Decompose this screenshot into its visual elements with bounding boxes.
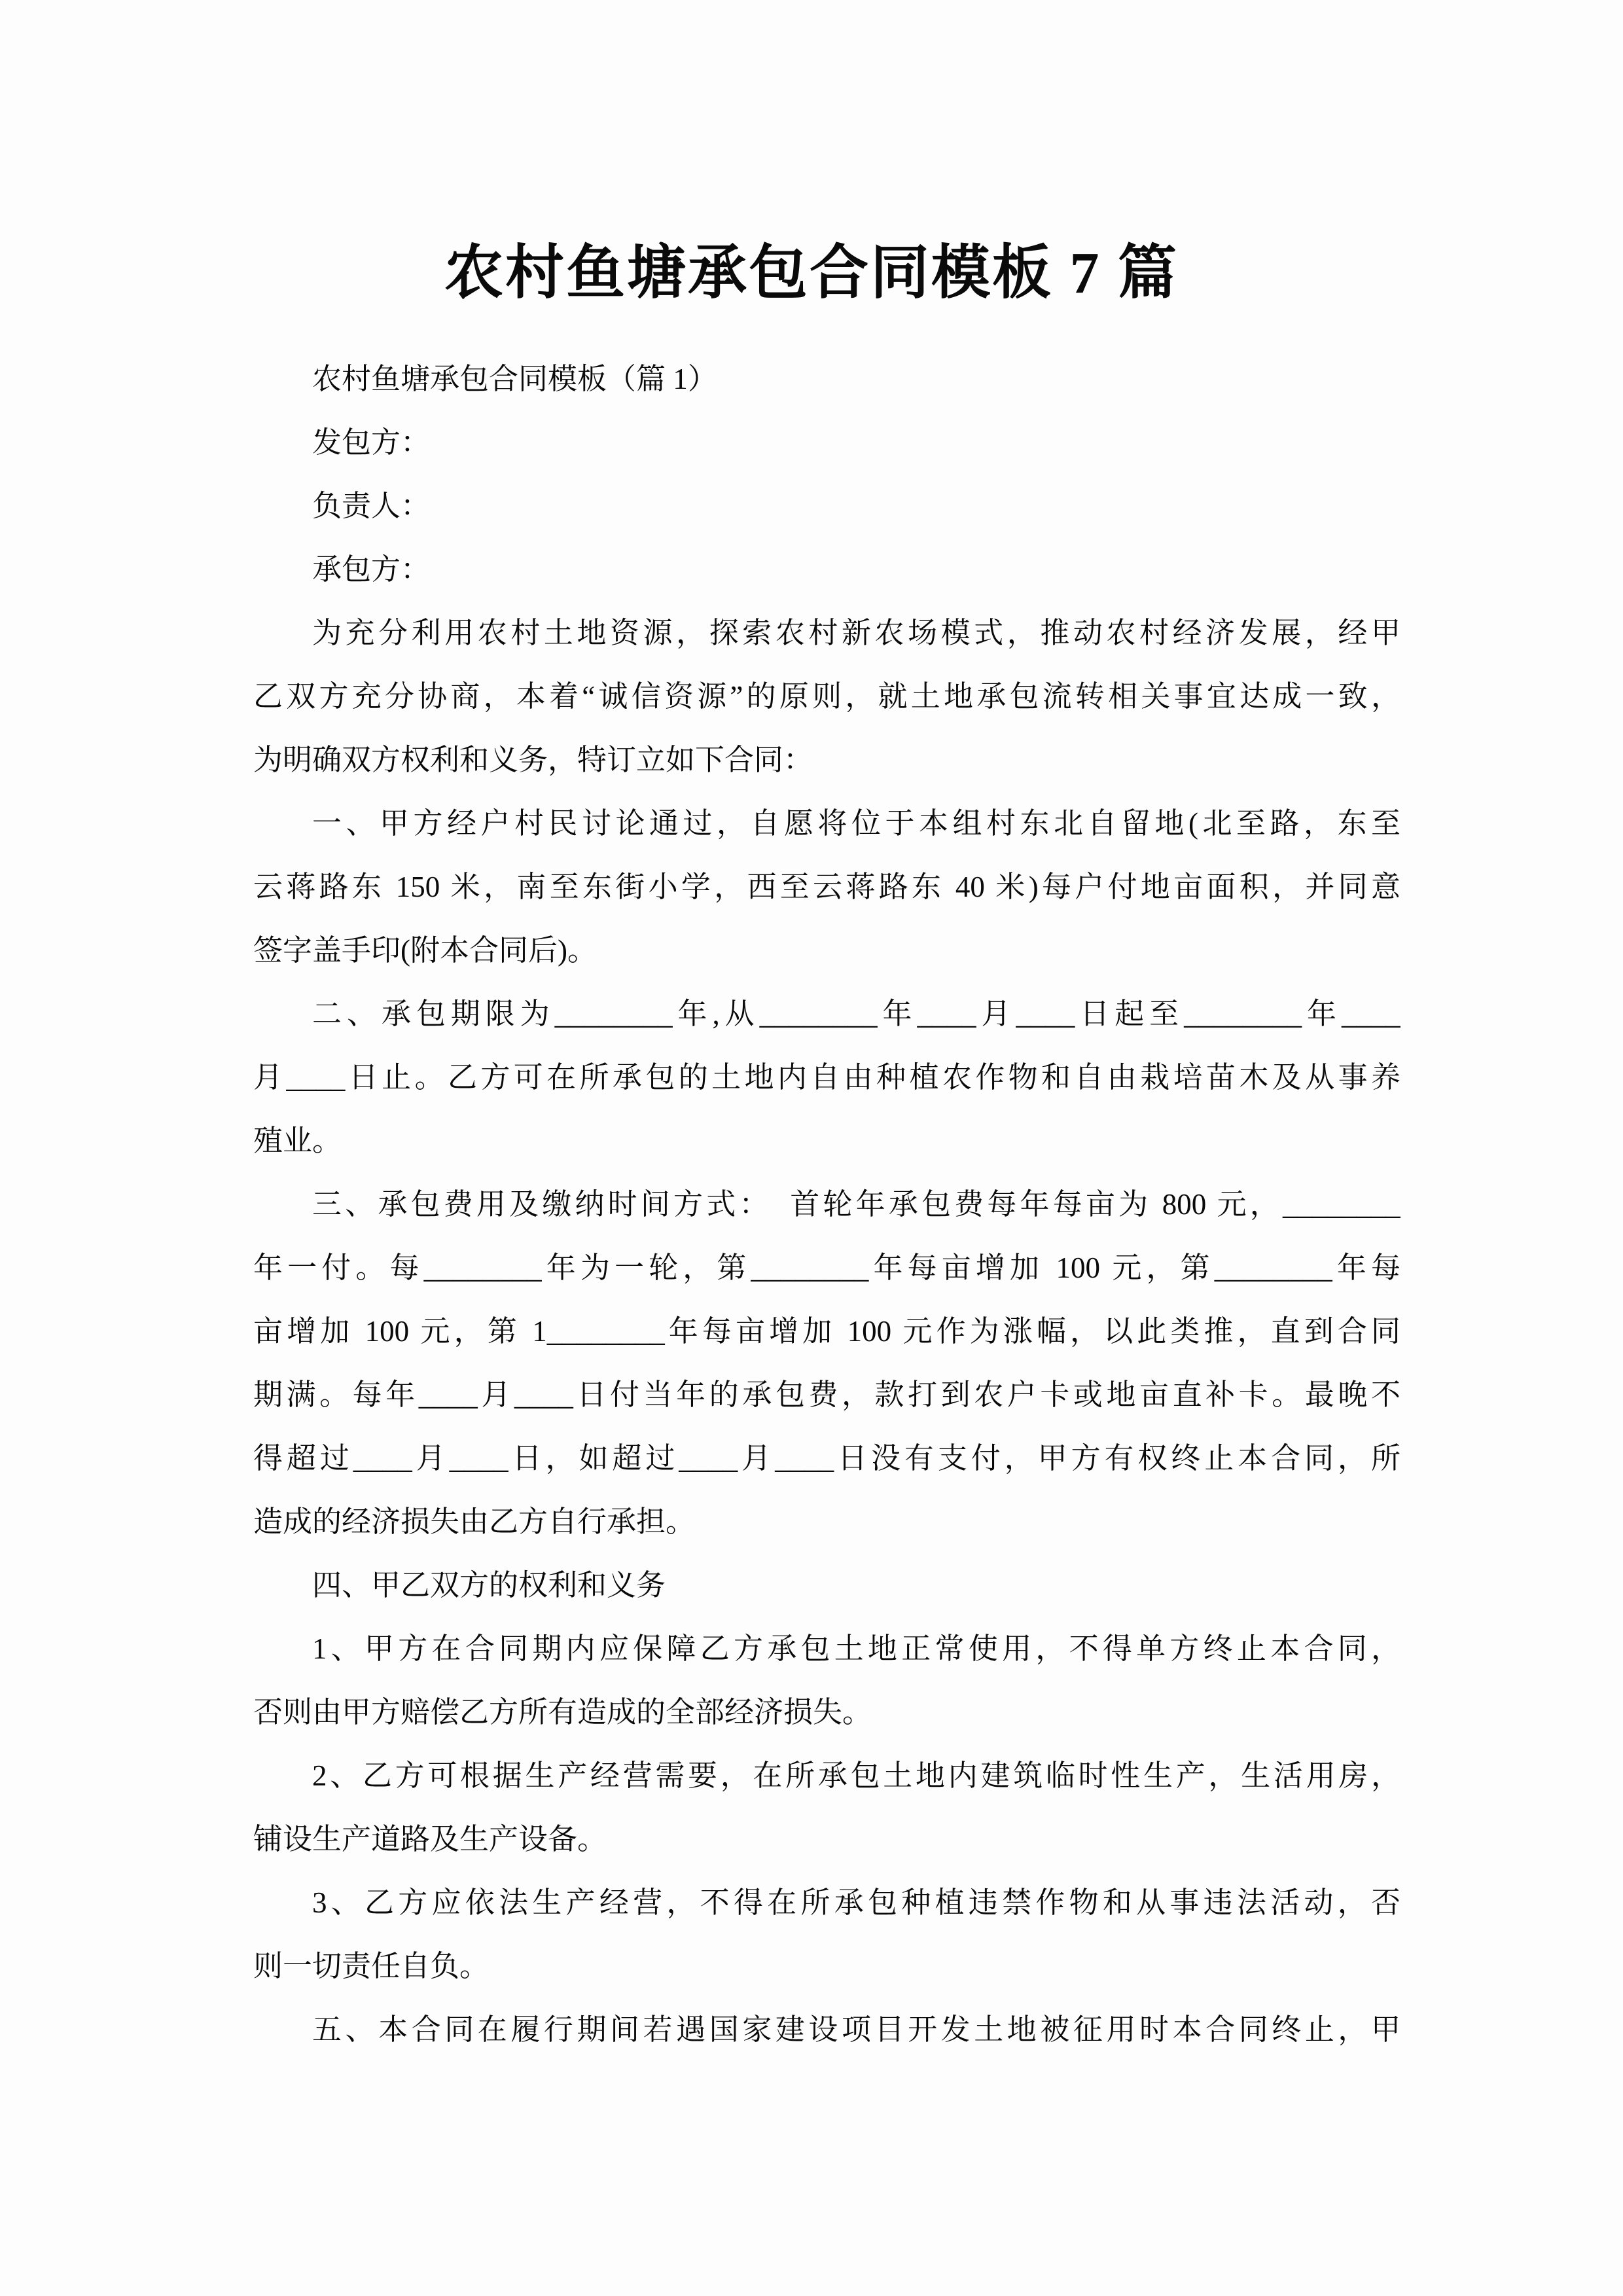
text-line: 五、本合同在履行期间若遇国家建设项目开发土地被征用时本合同终止，甲 [312,2013,1400,2046]
text-line: 则一切责任自负。 [253,1950,490,1982]
document-title: 农村鱼塘承包合同模板 7 篇 [444,241,1179,306]
text-line: 殖业。 [253,1124,342,1157]
text-line: 3、乙方应依法生产经营，不得在所承包种植违禁作物和从事违法活动，否 [312,1886,1400,1919]
text-line: 承包方： [312,553,431,586]
text-line: 为明确双方权利和义务，特订立如下合同： [253,744,813,776]
text-line: 四、甲乙双方的权利和义务 [312,1569,666,1602]
text-line: 一、甲方经户村民讨论通过，自愿将位于本组村东北自留地(北至路，东至 [312,807,1400,840]
text-line: 三、承包费用及缴纳时间方式： 首轮年承包费每年每亩为 800 元，________ [312,1188,1400,1221]
text-line: 二、承包期限为________年,从________年____月____日起至________年____ [312,997,1400,1030]
text-line: 亩增加 100 元，第 1________年每亩增加 100 元作为涨幅，以此类推，直到合同 [253,1315,1400,1348]
document-body [253,348,1400,2062]
text-line: 否则由甲方赔偿乙方所有造成的全部经济损失。 [253,1696,872,1729]
text-line: 1、甲方在合同期内应保障乙方承包土地正常使用，不得单方终止本合同， [312,1632,1400,1665]
text-line: 发包方： [312,426,431,459]
text-line: 年一付。每________年为一轮，第________年每亩增加 100 元，第________年每 [253,1251,1400,1284]
text-line: 签字盖手印(附本合同后)。 [253,934,597,967]
text-line: 为充分利用农村土地资源，探索农村新农场模式，推动农村经济发展，经甲 [312,617,1400,649]
text-line: 月____日止。乙方可在所承包的土地内自由种植农作物和自由栽培苗木及从事养 [253,1061,1400,1094]
text-line: 造成的经济损失由乙方自行承担。 [253,1505,696,1538]
text-line: 云蒋路东 150 米，南至东街小学，西至云蒋路东 40 米)每户付地亩面积，并同意 [253,870,1400,903]
text-line: 2、乙方可根据生产经营需要，在所承包土地内建筑临时性生产，生活用房， [312,1759,1400,1792]
text-line: 得超过____月____日，如超过____月____日没有支付，甲方有权终止本合同，所 [253,1442,1400,1475]
text-line: 农村鱼塘承包合同模板（篇 1） [312,363,717,395]
text-line: 乙双方充分协商，本着“诚信资源”的原则，就土地承包流转相关事宜达成一致， [253,680,1400,713]
text-line: 铺设生产道路及生产设备。 [253,1823,607,1856]
text-line: 负责人： [312,490,431,522]
text-line: 期满。每年____月____日付当年的承包费，款打到农户卡或地亩直补卡。最晚不 [253,1378,1400,1411]
